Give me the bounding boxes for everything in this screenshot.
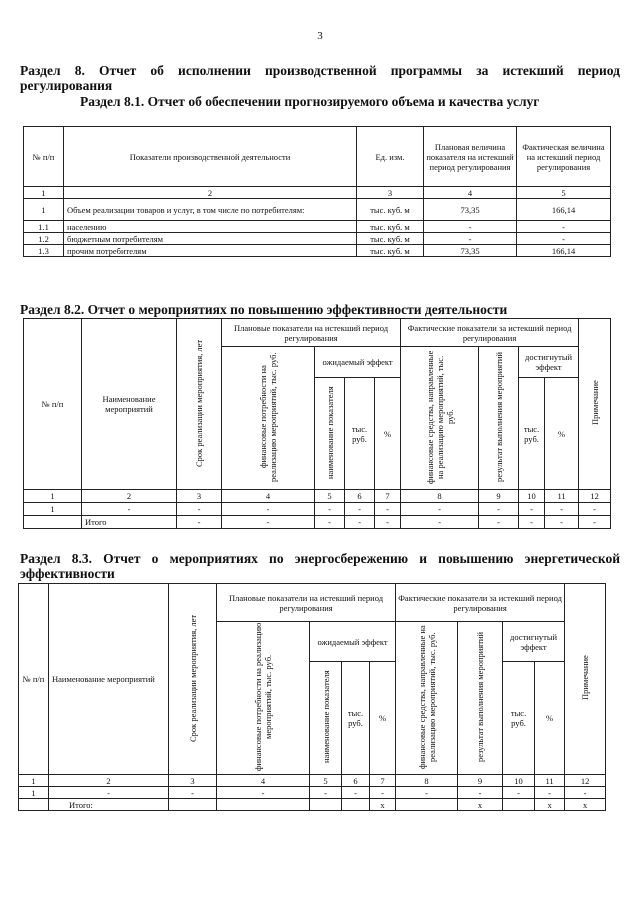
header-result-text: результат выполнения мероприятий [493, 352, 504, 483]
section-8-title-line1: Раздел 8. Отчет об исполнении производственной программы за истекший период [20, 63, 620, 78]
cell: - [401, 516, 479, 529]
table-8-3 [18, 583, 606, 811]
header-note-text: Примечание [580, 655, 591, 701]
cell: - [169, 787, 217, 799]
cell [310, 799, 342, 811]
col-number: 10 [519, 490, 545, 503]
cell: х [458, 799, 503, 811]
col-number: 12 [579, 490, 611, 503]
col-number: 2 [82, 490, 177, 503]
header-result [479, 347, 519, 490]
header-planned: Плановые показатели на истекший период регулирования [217, 584, 396, 622]
header-note [565, 584, 606, 775]
cell: бюджетным потребителям [64, 233, 357, 245]
header-pct: % [375, 378, 401, 490]
cell: 1.2 [24, 233, 64, 245]
cell: - [177, 516, 222, 529]
cell: Итого [82, 516, 177, 529]
cell: тыс. куб. м [357, 245, 424, 257]
header-indicators: Показатели производственной деятельности [64, 127, 357, 187]
cell: - [177, 503, 222, 516]
cell: - [579, 516, 611, 529]
cell: - [370, 787, 396, 799]
header-actual: Фактические показатели за истекший период регулирования [396, 584, 565, 622]
cell: 166,14 [517, 199, 611, 221]
col-number: 5 [315, 490, 345, 503]
header-pct: % [535, 662, 565, 775]
col-number: 3 [357, 187, 424, 199]
table-row [24, 221, 611, 233]
cell [19, 799, 49, 811]
header-achieved-effect: достигнутый эффект [503, 622, 565, 662]
header-name: Наименование мероприятий [82, 319, 177, 490]
table-row-total [24, 516, 611, 529]
cell: 1 [24, 199, 64, 221]
cell [503, 799, 535, 811]
cell: х [535, 799, 565, 811]
table-row [24, 503, 611, 516]
section-8-3-title-line2: эффективности [20, 566, 115, 581]
col-number: 6 [342, 775, 370, 787]
cell: 73,35 [424, 199, 517, 221]
cell: - [222, 516, 315, 529]
cell: 1 [24, 503, 82, 516]
cell: тыс. куб. м [357, 233, 424, 245]
cell: - [535, 787, 565, 799]
cell: Объем реализации товаров и услуг, в том числе по потребителям: [64, 199, 357, 221]
section-8-2-title: Раздел 8.2. Отчет о мероприятиях по повышению эффективности деятельности [20, 302, 508, 317]
header-fact-finance [396, 622, 458, 775]
table-row [19, 787, 606, 799]
header-actual: Фактическая величина на истекший период регулирования [517, 127, 611, 187]
cell: 1 [19, 787, 49, 799]
header-plan-finance [217, 622, 310, 775]
header-result [458, 622, 503, 775]
section-8-title-line2: регулирования [20, 78, 113, 93]
cell: - [519, 516, 545, 529]
cell: тыс. куб. м [357, 199, 424, 221]
col-number: 8 [401, 490, 479, 503]
col-number: 12 [565, 775, 606, 787]
header-term [177, 319, 222, 490]
cell: 1.1 [24, 221, 64, 233]
header-fact-finance-text: финансовые средства, направленные на реализацию мероприятий, тыс. руб. [424, 350, 455, 484]
table-row [24, 233, 611, 245]
header-result-text: результат выполнения мероприятий [475, 632, 486, 763]
cell: 73,35 [424, 245, 517, 257]
col-number: 1 [19, 775, 49, 787]
header-num: № п/п [24, 127, 64, 187]
cell: тыс. куб. м [357, 221, 424, 233]
col-number: 3 [169, 775, 217, 787]
cell [396, 799, 458, 811]
cell: 1.3 [24, 245, 64, 257]
header-term [169, 584, 217, 775]
cell: - [517, 221, 611, 233]
header-rub: тыс. руб. [345, 378, 375, 490]
col-number: 2 [64, 187, 357, 199]
cell: - [315, 503, 345, 516]
header-indicator-name [315, 378, 345, 490]
col-number: 2 [49, 775, 169, 787]
header-fact-finance [401, 347, 479, 490]
table-8-2 [23, 318, 611, 529]
header-plan-finance [222, 347, 315, 490]
col-number: 9 [458, 775, 503, 787]
cell: - [545, 516, 579, 529]
cell: - [519, 503, 545, 516]
header-name: Наименование мероприятий [49, 584, 169, 775]
cell: х [565, 799, 606, 811]
col-number: 11 [545, 490, 579, 503]
col-number: 5 [310, 775, 342, 787]
section-8-1-title: Раздел 8.1. Отчет об обеспечении прогнозируемого объема и качества услуг [80, 94, 540, 109]
cell: - [517, 233, 611, 245]
header-num: № п/п [19, 584, 49, 775]
col-number: 7 [375, 490, 401, 503]
cell: - [375, 503, 401, 516]
cell [342, 799, 370, 811]
table-row [24, 245, 611, 257]
header-plan-finance-text: финансовые потребности на реализацию мероприятий, тыс. руб. [258, 352, 278, 482]
cell: - [579, 503, 611, 516]
col-number: 10 [503, 775, 535, 787]
col-number: 1 [24, 490, 82, 503]
header-planned: Плановая величина показателя на истекший период регулирования [424, 127, 517, 187]
cell: - [458, 787, 503, 799]
header-note [579, 319, 611, 490]
header-achieved-effect: достигнутый эффект [519, 347, 579, 378]
col-number: 9 [479, 490, 519, 503]
cell: - [479, 516, 519, 529]
header-actual: Фактические показатели за истекший период регулирования [401, 319, 579, 347]
cell: населению [64, 221, 357, 233]
section-8-3-title-line1: Раздел 8.3. Отчет о мероприятиях по энергосбережению и повышению энергетической [20, 551, 620, 566]
col-number: 5 [517, 187, 611, 199]
header-rub: тыс. руб. [519, 378, 545, 490]
cell: - [503, 787, 535, 799]
header-plan-finance-text: финансовые потребности на реализацию мероприятий, тыс. руб. [253, 622, 273, 772]
header-planned: Плановые показатели на истекший период регулирования [222, 319, 401, 347]
page-number: 3 [317, 30, 323, 42]
cell: - [49, 787, 169, 799]
header-unit: Ед. изм. [357, 127, 424, 187]
cell: - [375, 516, 401, 529]
cell [217, 799, 310, 811]
header-rub: тыс. руб. [503, 662, 535, 775]
cell: - [545, 503, 579, 516]
cell: прочим потребителям [64, 245, 357, 257]
header-indicator-name-text: наименование показателя [320, 670, 331, 764]
cell: - [401, 503, 479, 516]
cell: - [315, 516, 345, 529]
cell: - [82, 503, 177, 516]
col-number: 6 [345, 490, 375, 503]
cell: х [370, 799, 396, 811]
cell: 166,14 [517, 245, 611, 257]
header-num: № п/п [24, 319, 82, 490]
cell: - [424, 233, 517, 245]
header-term-text: Срок реализации мероприятия, лет [194, 339, 204, 467]
header-expected-effect: ожидаемый эффект [315, 347, 401, 378]
col-number: 3 [177, 490, 222, 503]
cell: - [310, 787, 342, 799]
col-number: 1 [24, 187, 64, 199]
cell: Итого: [49, 799, 169, 811]
header-fact-finance-text: финансовые средства, направленные на реализацию мероприятий, тыс. руб. [416, 625, 437, 769]
header-pct: % [370, 662, 396, 775]
header-pct: % [545, 378, 579, 490]
cell: - [217, 787, 310, 799]
col-number: 11 [535, 775, 565, 787]
col-number: 8 [396, 775, 458, 787]
table-row [24, 199, 611, 221]
header-term-text: Срок реализации мероприятия, лет [187, 614, 198, 742]
header-rub: тыс. руб. [342, 662, 370, 775]
cell: - [565, 787, 606, 799]
cell [169, 799, 217, 811]
cell: - [479, 503, 519, 516]
cell: - [345, 503, 375, 516]
cell: - [396, 787, 458, 799]
header-indicator-name [310, 662, 342, 775]
header-indicator-name-text: наименование показателя [324, 386, 335, 479]
col-number: 4 [222, 490, 315, 503]
table-8-1 [23, 126, 611, 257]
col-number: 7 [370, 775, 396, 787]
cell: - [222, 503, 315, 516]
col-number: 4 [424, 187, 517, 199]
table-row-total [19, 799, 606, 811]
cell: - [342, 787, 370, 799]
cell: - [345, 516, 375, 529]
cell [24, 516, 82, 529]
header-expected-effect: ожидаемый эффект [310, 622, 396, 662]
header-note-text: Примечание [589, 380, 600, 426]
cell: - [424, 221, 517, 233]
col-number: 4 [217, 775, 310, 787]
